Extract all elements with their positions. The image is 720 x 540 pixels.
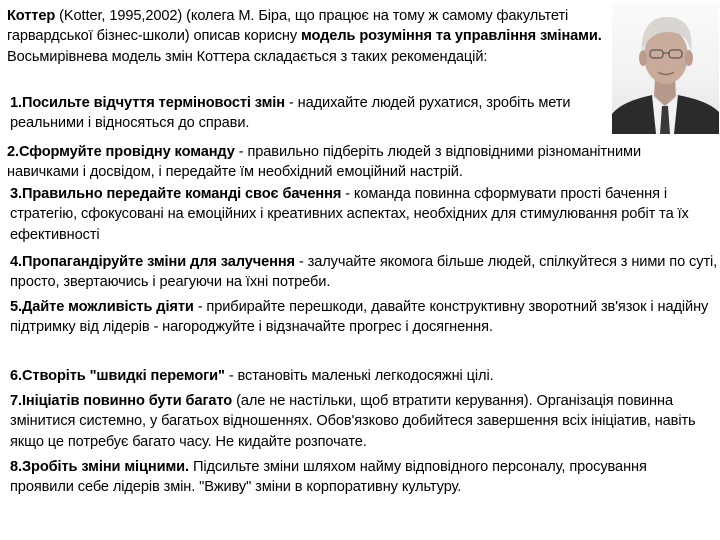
step-title: 3.Правильно передайте команді своє бачення [10, 186, 342, 202]
intro-paragraph [7, 6, 607, 67]
step-text: - команда повинна сформувати прості бачення і стратегію, сфокусовані на емоційних і креативних аспектах, необхідних для стимулювання робіт та їх ефективності [10, 186, 689, 243]
step-title: 4.Пропагандіруйте зміни для залучення [10, 254, 295, 270]
step-text: - прибирайте перешкоди, давайте конструктивну зворотний зв'язок і надійну підтримку від лідерів - нагороджуйте і відзначайте прогрес і досягнення. [10, 299, 709, 336]
step-title: 2.Сформуйте провідну команду [7, 144, 235, 160]
model-title: модель розуміння та управління змінами. [301, 28, 602, 45]
author-name: Коттер [7, 8, 56, 24]
step-text: (але не настільки, щоб втратити керування). Організація повинна змінитися системно, у багатьох відношеннях. Обов'язково добийтеся завершення всіх ініціатив, навіть якщо це потребує багато часу. Не кидайте розпочате. [10, 393, 696, 450]
step-text: - правильно підберіть людей з відповідними різноманітними навичками і досвідом, і передайте їм необхідний емоційний настрій. [7, 144, 641, 181]
step-text: - надихайте людей рухатися, зробіть мети реальними і відносяться до справи. [10, 95, 571, 132]
step-text: Підсильте зміни шляхом найму відповідного персоналу, просування проявили себе лідерів змін. "Вживу" зміни в корпоративну культуру. [10, 459, 647, 496]
step-title: 8.Зробіть зміни міцними. [10, 459, 189, 475]
step-title: 5.Дайте можливість діяти [10, 299, 194, 315]
step-title: 7.Ініціатів повинно бути багато [10, 393, 233, 409]
step-text: - встановіть маленькі легкодосяжні цілі. [224, 368, 494, 384]
step-title: 1.Посильте відчуття терміновості змін [10, 95, 285, 111]
step-text: - залучайте якомога більше людей, спілкуйтеся з ними по суті, просто, звертаючись і реагуючи на їхні потреби. [10, 254, 718, 291]
step-title: 6.Створіть "швидкі перемоги" [10, 368, 225, 384]
intro-ref-text: (Kotter, 1995,2002) (колега М. Біра, що працює на тому ж самому факультеті гарвардської бізнес-школи) описав корисну [7, 8, 569, 45]
portrait-photo [612, 2, 719, 134]
intro-tail-text: Восьмирівнева модель змін Коттера складається з таких рекомендацій: [7, 48, 488, 65]
person-portrait-icon [612, 2, 719, 134]
